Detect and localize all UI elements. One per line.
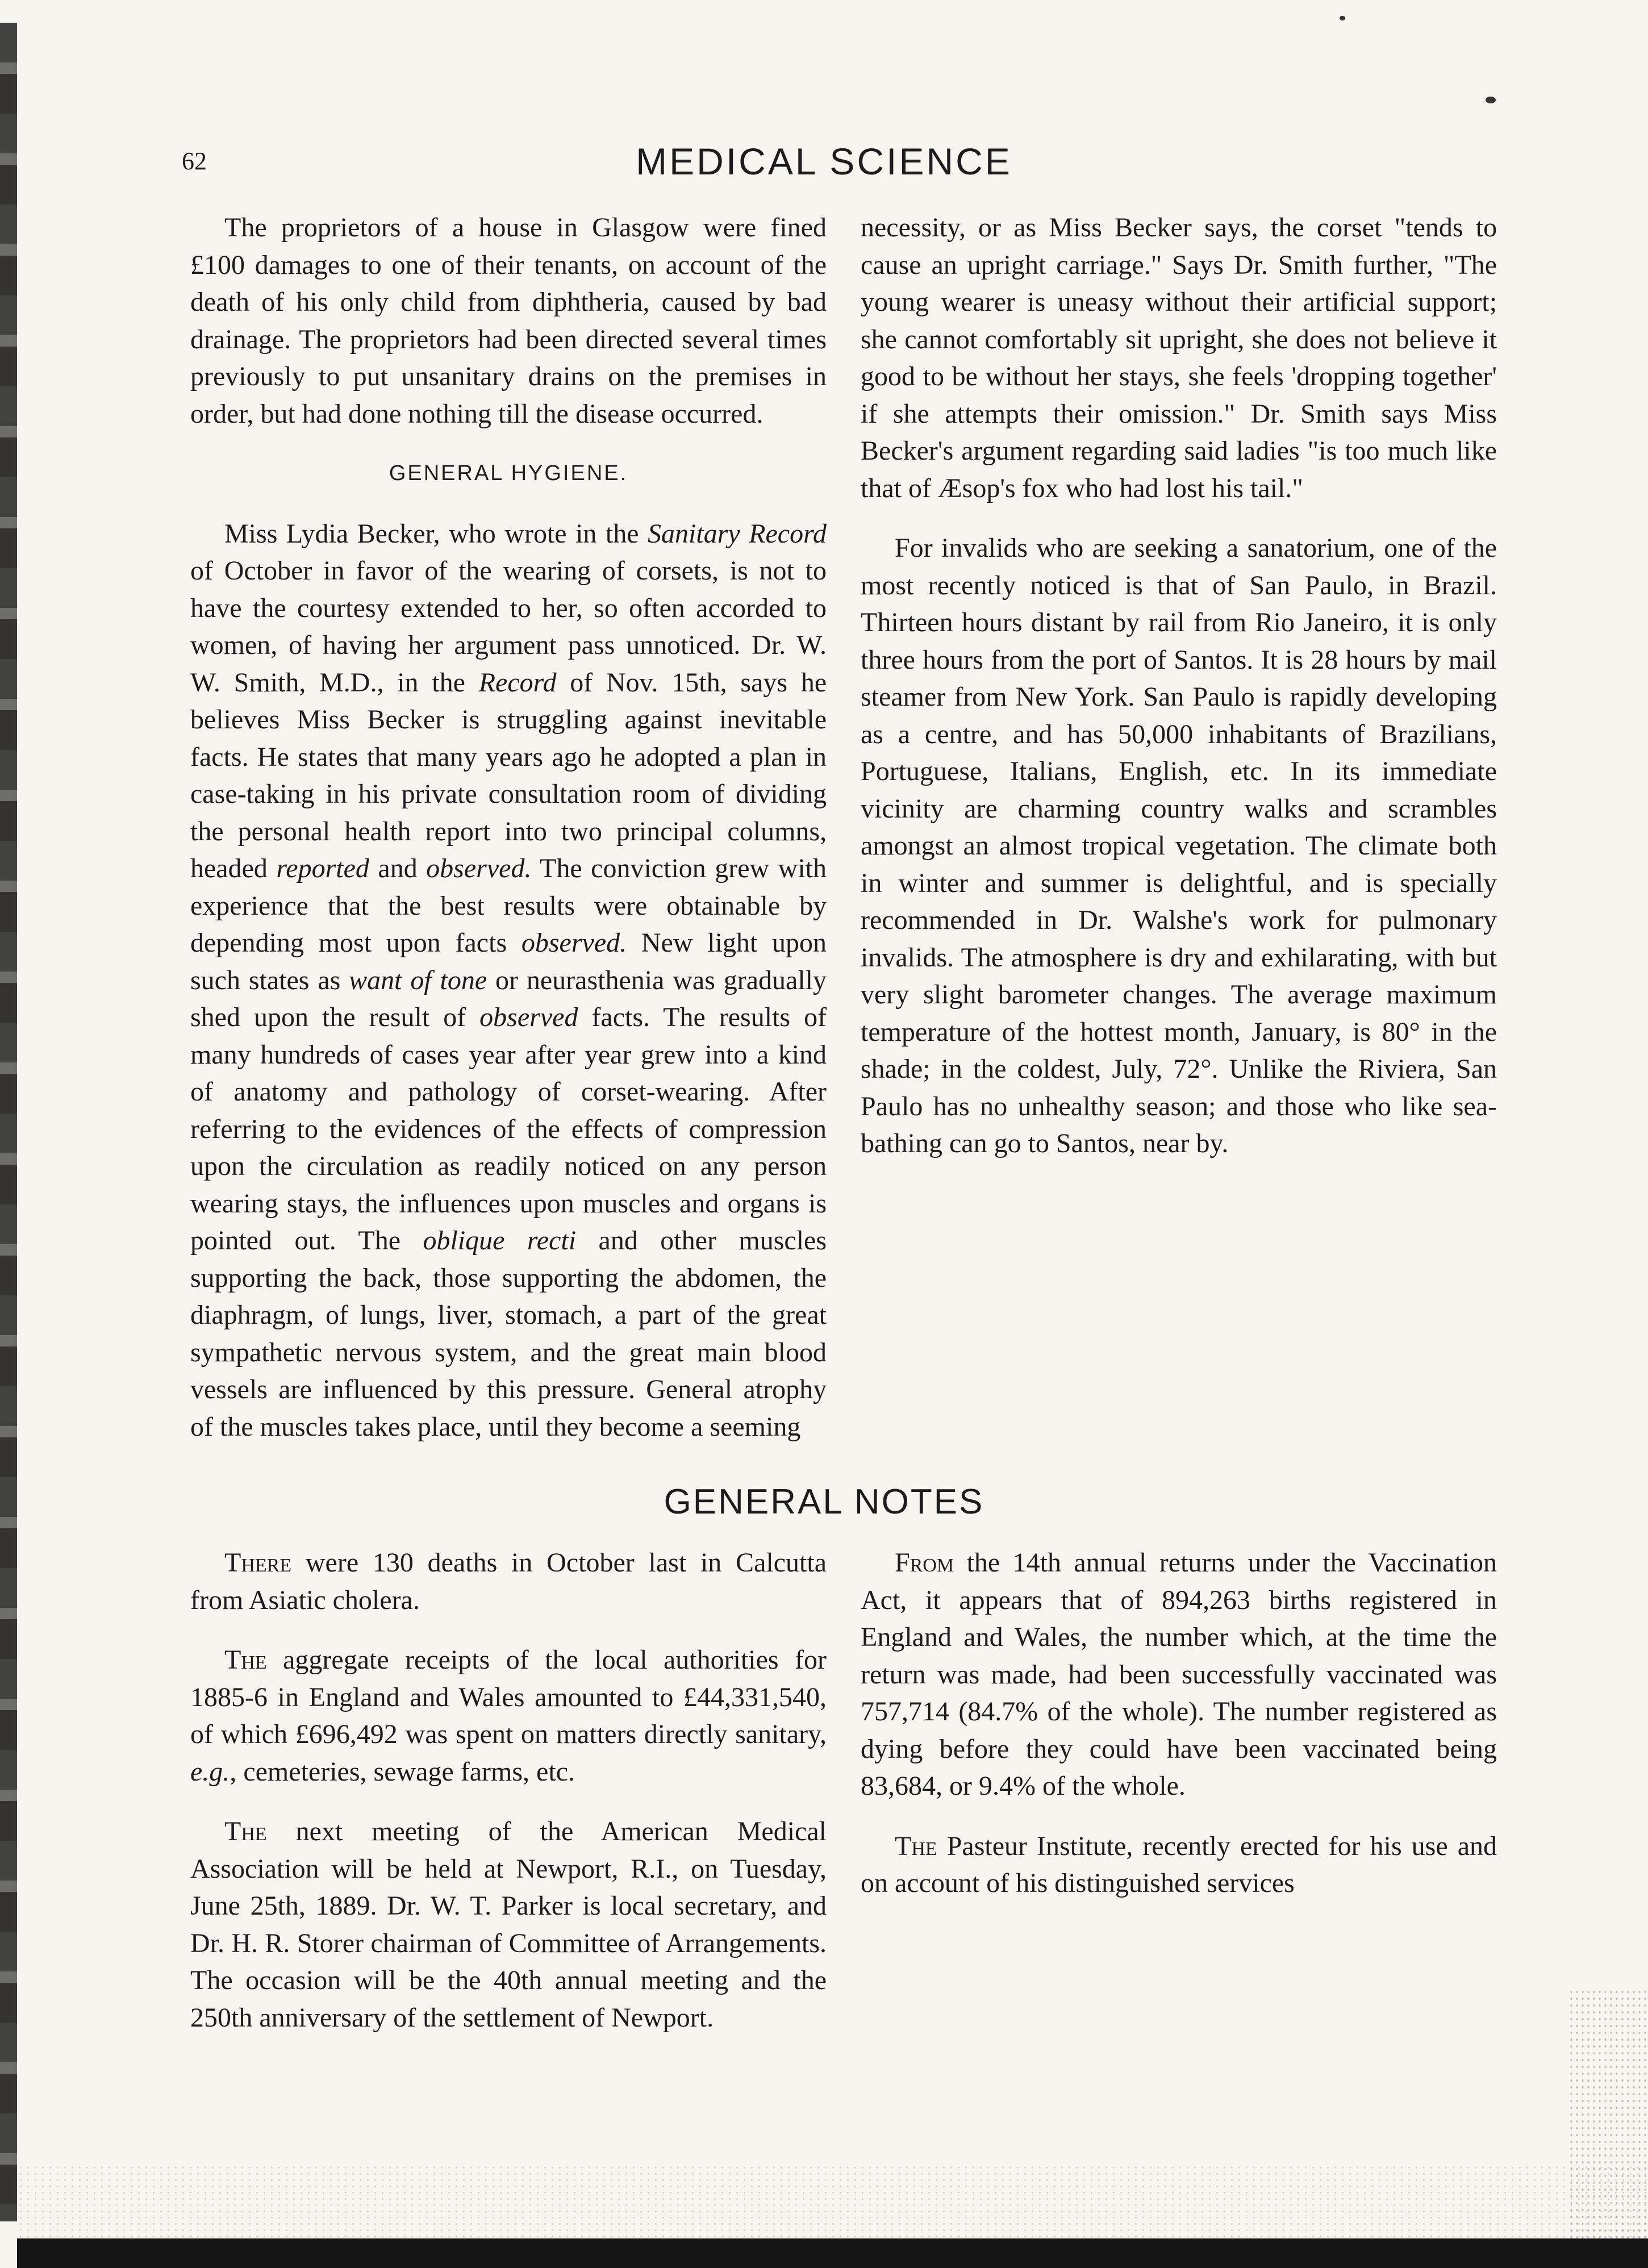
paragraph-corsets: Miss Lydia Becker, who wrote in the Sanitary Record of October in favor of the wearing of corsets, is not to have the courtesy extended to her, so often accorded to women, of having her argument pass unnoticed. Dr. W. W. Smith, M.D., in the Record of Nov. 15th, says he believes Miss Becker is struggling against inevitable facts. He states that many years ago he adopted a plan in case-taking in his private consultation room of dividing the personal health report into two principal columns, headed reported and observed. The conviction grew with experience that the best results were obtainable by depending most upon facts observed. New light upon such states as want of tone or neurasthenia was gradually shed upon the result of observed facts. The results of many hundreds of cases year after year grew into a kind of anatomy and pathology of corset-wearing. After referring to the evidences of the effects of compression upon the circulation as readily noticed on any person wearing stays, the influences upon muscles and organs is pointed out. The oblique recti and other muscles supporting the back, those supporting the abdomen, the diaphragm, of lungs, liver, stomach, a part of the great sympathetic nervous system, and the great main blood vessels are influenced by this pressure. General atrophy of the muscles takes place, until they become a seeming [190,518,827,1442]
section-heading-general-notes: GENERAL NOTES [664,1482,984,1521]
note-pasteur-institute: The Pasteur Institute, recently erected for his use and on account of his distinguished services [861,1831,1497,1898]
ink-speck [1340,16,1345,20]
running-head: MEDICAL SCIENCE [636,140,1012,182]
notes-column-left [190,1544,827,2059]
paragraph-san-paulo: For invalids who are seeking a sanatorium, one of the most recently noticed is that of San Paulo, in Brazil. Thirteen hours distant by rail from Rio Janeiro, it is only three hours from the port of Santos. It is 28 hours by mail steamer from New York. San Paulo is rapidly developing as a centre, and has 50,000 inhabitants of Brazilians, Portuguese, Italians, English, etc. In its immediate vicinity are charming country walks and scrambles amongst an almost tropical vegetation. The climate both in winter and summer is delightful, and is specially recommended in Dr. Walshe's work for pulmonary invalids. The atmosphere is dry and exhilarating, with but very slight barometer changes. The average maximum temperature of the hottest month, January, is 80° in the shade; in the coldest, July, 72°. Unlike the Riviera, San Paulo has no unhealthy season; and those who like sea-bathing can go to Santos, near by. [861,533,1497,1158]
section-heading-general-hygiene: GENERAL HYGIENE. [389,461,628,485]
notes-column-right [861,1544,1497,1925]
page-number: 62 [182,147,207,175]
note-local-authorities-receipts: The aggregate receipts of the local authorities for 1885-6 in England and Wales amounted to £44,331,540, of which £696,492 was spent on matters directly sanitary, e.g., cemeteries, sewage farms, etc. [190,1645,827,1787]
note-american-medical-association: The next meeting of the American Medical Association will be held at Newport, R.I., on Tuesday, June 25th, 1889. Dr. W. T. Parker is local secretary, and Dr. H. R. Storer chairman of Committee of Arrangements. The occasion will be the 40th annual meeting and the 250th anniversary of the settlement of Newport. [190,1816,827,2033]
note-calcutta-cholera: There were 130 deaths in October last in Calcutta from Asiatic cholera. [190,1548,827,1615]
paragraph-corsets-continued: necessity, or as Miss Becker says, the corset "tends to cause an upright carriage." Says Dr. Smith further, "The young wearer is uneasy without their artificial support; she cannot comfortably sit upright, she does not believe it good to be without her stays, she feels 'dropping together' if she attempts their omission." Dr. Smith says Miss Becker's argument regarding said ladies "is too much like that of Æsop's fox who had lost his tail." [861,212,1497,503]
scan-border [17,2238,1648,2268]
article-column-left [190,209,827,1445]
note-vaccination-returns: From the 14th annual returns under the Vaccination Act, it appears that of 894,263 births registered in England and Wales, the number which, at the time the return was made, had been successfully vaccinated was 757,714 (84.7% of the whole). The number registered as dying before they could have been vaccinated being 83,684, or 9.4% of the whole. [861,1548,1497,1801]
scan-noise [1568,1988,1648,2238]
ink-speck [1486,97,1496,103]
scan-noise [17,2165,1648,2238]
article-column-right [861,209,1497,1185]
paragraph-glasgow-drainage: The proprietors of a house in Glasgow were fined £100 damages to one of their tenants, on account of the death of his only child from diphtheria, caused by bad drainage. The proprietors had been directed several times previously to put unsanitary drains on the premises in order, but had done nothing till the disease occurred. [190,212,827,429]
binding-edge [0,23,17,2221]
